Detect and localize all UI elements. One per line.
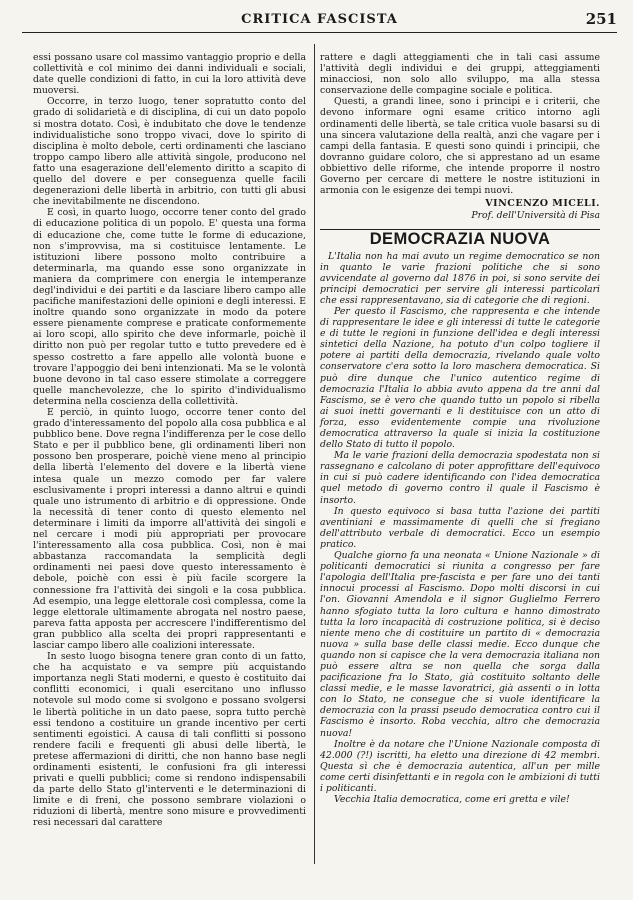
right-column [320, 52, 600, 805]
paragraph: Occorre, in terzo luogo, tener sopratutto conto del grado di solidarietà e di disciplina, di cui un dato popolo si mostra dotato. Così, è indubitato che dove le tendenze individualistiche sono troppo vivaci, dove lo spirito di disciplina è molto debole, certi ordinamenti che lasciano troppo campo libero alle attività singole, producono nel fatto una esagerazione dell'elemento diritto a scapito di quello del dovere e per conseguenza quelle facili degenerazioni delle libertà in arbitrio, con tutti gli abusi che inevitabilmente ne discendono. [33, 96, 306, 208]
author-name: VINCENZO MICELI. [485, 198, 600, 210]
paragraph: essi possano usare col massimo vantaggio proprio e della collettività e col minimo dei danni individuali e sociali, date quelle condizioni di fatto, in cui la loro attività deve muoversi. [33, 52, 306, 97]
left-column [33, 52, 306, 829]
article-paragraph: L'Italia non ha mai avuto un regime democratico se non in quanto le varie frazioni politiche che si sono avvicendate al governo dal 1876 in poi, si sono servite dei principi democratici per servire gli interessi particolari che essi rappresentavano, sia di categorie che di regioni. [320, 250, 600, 306]
column-divider [314, 44, 315, 864]
paragraph: Questi, a grandi linee, sono i principi e i criterii, che devono informare ogni esame critico intorno agli ordinamenti delle libertà, se tale critica vuole basarsi su di una sincera valutazione della realtà, anzi che vagare per i campi della fantasia. E questi sono quindi i principii, che dovranno guidare coloro, che si apprestano ad un esame obbiettivo delle riforme, che intende proporre il nostro Governo per cercare di mettere le nostre istituzioni in armonia con le esigenze dei tempi nuovi. [320, 96, 600, 197]
section-title: DEMOCRAZIA NUOVA [369, 230, 551, 249]
author-title: Prof. dell'Università di Pisa [471, 210, 600, 222]
article-paragraph: Qualche giorno fa una neonata « Unione Nazionale » di politicanti democratici si riunita a congresso per fare l'apologia dell'Italia pre-fascista e per fare uno dei tanti innocui processi al Fascismo. Dopo molti discorsi in cui l'on. Giovanni Amendola e il signor Guglielmo Ferrero hanno sfogiato tutta la loro cultura e hanno dimostrato tutta la loro incapacità di costruzione politica, si è deciso niente meno che di costituire un partito di « democrazia nuova » sulla base delle classi medie. Ecco dunque che quando non si capisce che la vera democrazia italiana non può essere altra se non quella che sorga dalla pacificazione fra lo Stato, già costituito soltanto delle classi medie, e le masse lavoratrici, già assenti o in lotta con lo Stato, ne consegue che si vuole identificare la democrazia con la prassi pseudo democratica contro cui il Fascismo è insorto. Roba vecchia, altro che democrazia nuova! [320, 550, 600, 739]
running-title: CRITICA FASCISTA [241, 12, 398, 27]
article-paragraph: Inoltre è da notare che l'Unione Nazionale composta di 42.000 (?!) iscritti, ha eletto una direzione di 42 membri. Questa sì che è democrazia autentica, all'un per mille come certi disinfettanti e in regola con le ambizioni di tutti i politicanti. [320, 738, 600, 794]
page-header [22, 0, 617, 34]
paragraph: E perciò, in quinto luogo, occorre tener conto del grado d'interessamento del popolo alla cosa pubblica e al pubblico bene. Dove regna l'indifferenza per le cose dello Stato e per il pubblico bene, gli ordinamenti liberi non possono ben prosperare, poichè viene meno al principio della libertà l'elemento del dovere e la libertà viene intesa quale un mezzo comodo per far valere esclusivamente i propri interessi a danno altrui e quindi quale uno istrumento di arbitrio e di oppressione. Onde la necessità di tener conto di questo elemento nel determinare i limiti da imporre all'attività dei singoli e nel cercare i modi più appropriati per provocare l'interessamento alla cosa pubblica. Così, non è mai abbastanza raccomandata la semplicità degli ordinamenti nei paesi dove questo interessamento è debole, poichè con essi è più facile scorgere la connessione fra l'attività dei singoli e la cosa pubblica. Ad esempio, una legge elettorale così complessa, come la legge elettorale ultimamente abrogata nel nostro paese, pareva fatta apposta per accrescere l'indifferentismo del gran pubblico alla scelta dei propri rappresentanti e lasciar campo libero alle coalizioni interessate. [33, 407, 306, 651]
article-paragraph: Ma le varie frazioni della democrazia spodestata non si rassegnano e calcolano di poter approfittare dell'equivoco in cui si può cadere identificando con l'idea democratica quel metodo di governo contro il quale il Fascismo è insorto. [320, 450, 600, 506]
article-paragraph: In questo equivoco si basa tutta l'azione dei partiti aventiniani e massimamente di quelli che si fregiano dell'attributo verbale di democratici. Ecco un esempio pratico. [320, 505, 600, 550]
header-rule [22, 32, 617, 33]
paragraph: rattere e dagli atteggiamenti che in tali casi assume l'attività degli individui e dei gruppi, atteggiamenti minacciosi, non solo allo sviluppo, ma alla stessa conservazione delle compagine sociale e politica. [320, 52, 600, 97]
paragraph: E così, in quarto luogo, occorre tener conto del grado di educazione politica di un popolo. E' questa una forma di educazione che, come tutte le forme di educazione, non s'improvvisa, ma si costituisce lentamente. Le istituzioni libere possono molto contribuire a determinarla, ma quando esse sono organizzate in maniera da comprimere con energia le intemperanze degl'individui e dei partiti e da lasciare libero campo alle pacifiche manifestazioni delle opinioni e degli interessi. E inoltre quando sono organizzate in modo da potere essere pienamente comprese e praticate conformemente ai loro scopi, allo spirito che deve informarle, poichè il diritto non può per regolar tutto e tutto prevedere ed è spesso costretto a fare appello alle volontà buone e trovare l'appoggio dei beni intenzionati. Ma se le volontà buone devono in tal caso essere stimolate a correggere quelle manchevolezze, che lo spirito d'individualismo determina nella coscienza della collettività. [33, 207, 306, 407]
article-paragraph: Per questo il Fascismo, che rappresenta e che intende di rappresentare le idee e gli interessi di tutte le categorie e di tutte le regioni in funzione dell'idea e degli interessi sintetici della Nazione, ha potuto d'un colpo togliere il potere ai partiti della democrazia, rivelando quale volto conservatore c'era sotto la loro maschera democratica. Si può dire dunque che l'unico autentico regime di democrazia l'Italia lo abbia avuto appena da tre anni dal Fascismo, se è vero che quando tutto un popolo si ribella ai suoi inetti governanti e li destituisce con un atto di forza, esso evidentemente compie una rivoluzione democratica attraverso la quale si inizia la costituzione dello Stato di tutto il popolo. [320, 305, 600, 451]
article-body [320, 251, 600, 806]
article-paragraph: Vecchia Italia democratica, come eri gretta e vile! [334, 794, 570, 806]
paragraph: In sesto luogo bisogna tenere gran conto di un fatto, che ha acquistato e va sempre più acquistando importanza negli Stati moderni, e questo è costituito dai conflitti economici, i quali esercitano uno influsso notevole sul modo come si svolgono e possano svolgersi le libertà politiche in un dato paese, sopra tutto perchè essi tendono a costituire un grande incentivo per certi sentimenti egoistici. A causa di tali conflitti si possono rendere facili e frequenti gli abusi delle libertà, le pretese affermazioni di diritti, che non hanno base negli ordinamenti esistenti, le confusioni fra gli interessi privati e quelli pubblici; come si rendono indispensabili da parte dello Stato gl'interventi e le determinazioni di limite e di freni, che possono sembrare violazioni o riduzioni di libertà, mentre sono misure e provvedimenti resi necessari dal carattere [33, 651, 306, 829]
page-number: 251 [585, 10, 617, 28]
